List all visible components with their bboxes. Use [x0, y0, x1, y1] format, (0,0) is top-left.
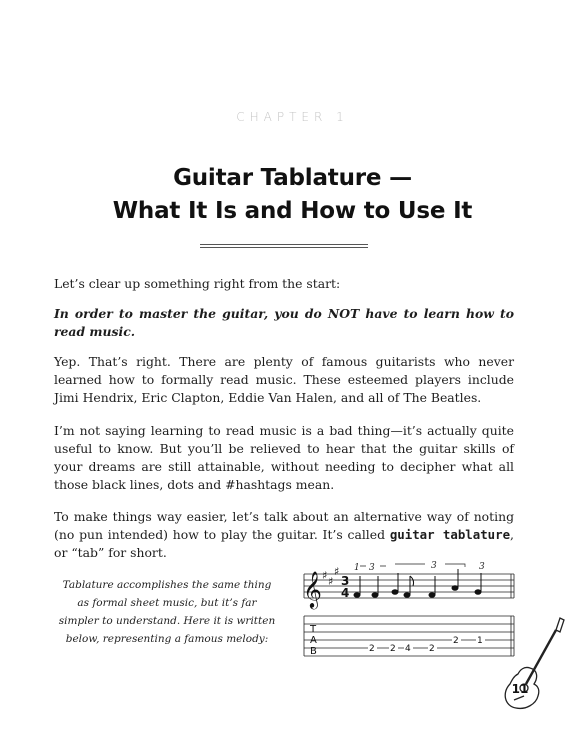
paragraph-tablature-text: To make things way easier, let’s talk about an alternative way of noting (no pun intended) how to play the guitar. It’s called	[54, 509, 514, 542]
time-signature-bottom: 4	[341, 586, 350, 600]
tuplet-prefix: 1	[354, 563, 360, 573]
tuplet-label-2: 3	[431, 561, 437, 571]
tab-number: 2	[390, 644, 396, 654]
tab-numbers	[368, 634, 485, 654]
tab-number: 2	[429, 644, 435, 654]
paragraph-reading-music: I’m not saying learning to read music is a bad thing—it’s actually quite useful to know. But you’ll be relieved to hear that the guitar skills of your dreams are still attainable, without needing to decipher what all those black lines, dots and #hashtags mean.	[54, 423, 514, 492]
tab-label-b: B	[310, 646, 317, 657]
treble-clef-icon: 𝄞	[303, 570, 322, 608]
tuplet-label-1: 3	[369, 563, 375, 573]
svg-text:♯: ♯	[328, 575, 334, 588]
title-line-1: Guitar Tablature —	[173, 165, 412, 191]
tuplet-label-3: 3	[479, 562, 485, 572]
paragraph-emphasis: In order to master the guitar, you do NOT have to learn how to read music.	[54, 306, 514, 339]
music-notation	[300, 560, 518, 668]
tab-number: 2	[369, 644, 375, 654]
time-signature-top: 3	[341, 574, 350, 588]
notation-caption: Tablature accomplishes the same thing as formal sheet music, but it’s far simpler to understand. Here it is written below, representing a famous melody:	[58, 579, 276, 645]
page-title	[0, 162, 585, 228]
paragraph-tablature	[54, 508, 514, 562]
svg-text:♯: ♯	[322, 569, 328, 582]
title-line-2: What It Is and How to Use It	[112, 198, 473, 224]
guitar-tablature-term: guitar tablature	[389, 527, 511, 542]
paragraph-intro: Let’s clear up something right from the start:	[54, 276, 341, 291]
tab-label-a: A	[310, 635, 317, 646]
tab-number: 4	[405, 644, 411, 654]
title-divider	[200, 244, 368, 251]
page-number: 11	[511, 682, 529, 696]
paragraph-tablature-text-end: , or “tab” for short.	[54, 527, 514, 560]
svg-text:♯: ♯	[334, 565, 340, 578]
sharp-icon	[322, 565, 339, 588]
tab-label-t: T	[310, 624, 317, 635]
notes	[354, 569, 481, 597]
guitar-illustration	[498, 612, 568, 712]
paragraph-famous-guitarists: Yep. That’s right. There are plenty of famous guitarists who never learned how to formally read music. These esteemed players include Jimi Hendrix, Eric Clapton, Eddie Van Halen, and all of The Beatles.	[54, 354, 514, 405]
tuplet-markings	[354, 561, 485, 573]
tab-number: 2	[453, 636, 459, 646]
chapter-label: CHAPTER 1	[236, 110, 349, 124]
tab-number: 1	[477, 636, 483, 646]
tab-label	[309, 624, 317, 657]
